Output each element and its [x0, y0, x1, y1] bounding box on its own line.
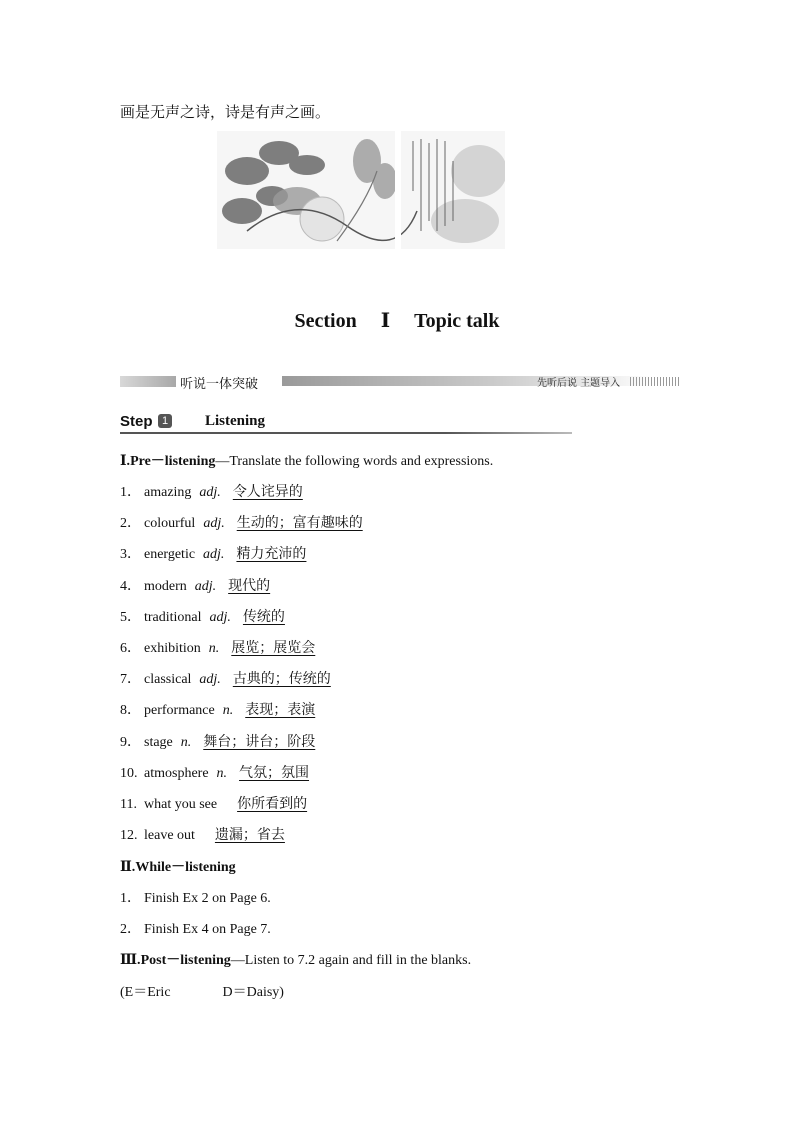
part1-instruction: —Translate the following words and expressions.: [215, 454, 494, 469]
vocab-number: 11.: [120, 797, 137, 812]
vocab-number: 5．: [120, 609, 141, 625]
part1-heading: [120, 450, 493, 470]
part1-title: Pre－listening: [130, 454, 216, 469]
vocab-word: performance: [144, 703, 215, 719]
step-label: Step: [120, 413, 153, 430]
vocab-word: modern: [144, 578, 187, 594]
vocab-answer: 表现；表演: [245, 702, 316, 719]
vocab-part-of-speech: n.: [222, 703, 234, 719]
step-underline: [120, 432, 572, 434]
vocab-part-of-speech: n.: [180, 734, 192, 750]
vocab-word: energetic: [144, 547, 196, 563]
vocab-item: [120, 575, 270, 595]
part1-numeral: Ⅰ.: [120, 454, 131, 469]
vocab-word: what you see: [144, 797, 218, 812]
speaker-key: [120, 981, 284, 1001]
vocab-item: [120, 762, 309, 782]
vocab-part-of-speech: adj.: [209, 609, 231, 625]
vocab-item: [120, 824, 285, 844]
vocab-number: 12.: [120, 828, 138, 844]
vocab-item: [120, 731, 315, 751]
vocab-answer: 现代的: [228, 577, 271, 594]
vocab-word: stage: [144, 734, 173, 750]
vocab-answer: 古典的；传统的: [232, 671, 331, 688]
vocab-part-of-speech: adj.: [194, 578, 217, 594]
vocab-number: 2．: [120, 516, 141, 532]
chinese-motto: 画是无声之诗，诗是有声之画。: [120, 103, 331, 121]
item-number: 2．: [120, 922, 141, 937]
vocab-part-of-speech: n.: [208, 641, 220, 656]
vocab-number: 4．: [120, 578, 141, 594]
item-number: 1．: [120, 891, 141, 906]
part3-heading: [120, 949, 471, 969]
part2-heading: [120, 856, 236, 876]
banner-tick-pattern: [630, 377, 680, 386]
vocab-answer: 你所看到的: [237, 796, 308, 812]
module-banner: [120, 373, 680, 392]
step-title: Listening: [205, 413, 266, 429]
vocab-answer: 令人诧异的: [232, 484, 303, 500]
banner-left-bar: [120, 376, 176, 387]
vocab-answer: 精力充沛的: [236, 546, 307, 563]
vocab-answer: 传统的: [242, 608, 285, 625]
vocab-number: 3．: [120, 547, 141, 563]
part2-numeral: Ⅱ.: [120, 860, 136, 875]
list-item: [120, 918, 271, 938]
step-header: [120, 412, 572, 434]
vocab-part-of-speech: n.: [216, 765, 228, 781]
vocab-number: 7．: [120, 672, 141, 688]
vocab-item: [120, 793, 307, 813]
vocab-part-of-speech: adj.: [199, 485, 221, 500]
item-text: Finish Ex 4 on Page 7.: [144, 922, 271, 937]
vocab-item: [120, 668, 331, 688]
vocab-item: [120, 512, 363, 532]
vocab-word: classical: [144, 672, 192, 688]
banner-left-label: 听说一体突破: [180, 377, 259, 392]
vocab-item: [120, 481, 303, 501]
vocab-answer: 遗漏；省去: [214, 827, 285, 844]
vocab-answer: 气氛；氛围: [239, 764, 310, 781]
section-title: [0, 308, 794, 333]
ink-painting-illustration: [217, 131, 505, 249]
vocab-word: colourful: [144, 516, 196, 532]
vocab-item: [120, 606, 285, 626]
vocab-word: leave out: [144, 828, 195, 844]
part3-numeral: Ⅲ.: [120, 953, 141, 968]
vocab-word: amazing: [144, 485, 192, 500]
banner-right-label: 先听后说 主题导入: [537, 378, 621, 389]
section-prefix: Section: [294, 310, 357, 332]
part2-title: While－listening: [135, 860, 236, 875]
vocab-answer: 展览；展览会: [231, 640, 316, 656]
step-number-badge: 1: [158, 414, 172, 428]
vocab-number: 6．: [120, 641, 141, 656]
vocab-number: 9．: [120, 734, 141, 750]
vocab-item: [120, 543, 306, 563]
part3-title: Post－listening: [140, 953, 231, 968]
vocab-word: atmosphere: [144, 765, 209, 781]
part3-instruction: —Listen to 7.2 again and fill in the blanks.: [230, 953, 472, 968]
section-numeral: Ⅰ: [380, 310, 391, 332]
vocab-item: [120, 699, 315, 719]
speaker-e: (E＝Eric: [120, 985, 171, 1000]
vocab-item: [120, 637, 315, 657]
vocab-answer: 生动的；富有趣味的: [236, 515, 363, 532]
section-topic: Topic talk: [414, 310, 500, 332]
vocab-part-of-speech: adj.: [203, 516, 225, 532]
vocab-part-of-speech: adj.: [199, 672, 221, 688]
list-item: [120, 887, 271, 907]
vocab-number: 8．: [120, 703, 141, 719]
item-text: Finish Ex 2 on Page 6.: [144, 891, 271, 906]
vocab-part-of-speech: adj.: [203, 547, 225, 563]
speaker-d: D＝Daisy): [222, 985, 284, 1000]
vocab-number: 10.: [120, 765, 138, 781]
vocab-answer: 舞台；讲台；阶段: [203, 733, 316, 750]
vocab-word: exhibition: [144, 641, 201, 656]
vocab-word: traditional: [144, 609, 202, 625]
vocab-number: 1．: [120, 485, 141, 500]
